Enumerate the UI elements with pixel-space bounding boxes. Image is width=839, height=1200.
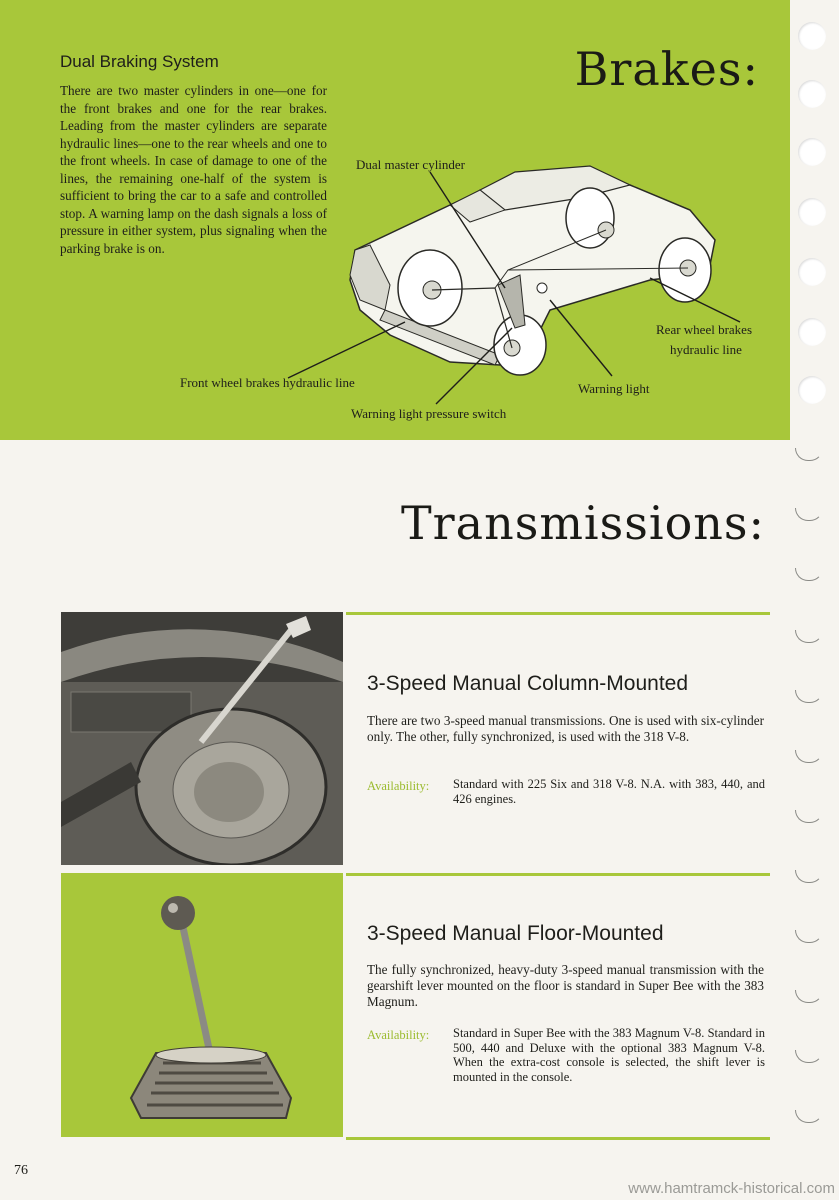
binder-notch — [795, 568, 823, 581]
binder-notch — [795, 508, 823, 521]
availability-text-floor-mounted: Standard in Super Bee with the 383 Magnum V-8. Standard in 500, 440 and Deluxe with the optional 383 Magnum V-8. When the extra-cost console is selected, the shift lever is mounted in the console. — [453, 1026, 765, 1084]
binder-holes — [789, 0, 839, 1200]
binder-hole — [798, 198, 826, 226]
availability-text-column-mounted: Standard with 225 Six and 318 V-8. N.A. with 383, 440, and 426 engines. — [453, 777, 765, 806]
watermark: www.hamtramck-historical.com — [628, 1180, 835, 1197]
binder-hole — [798, 318, 826, 346]
brakes-subtitle: Dual Braking System — [60, 52, 219, 71]
binder-notch — [795, 690, 823, 703]
binder-notch — [795, 810, 823, 823]
callout-rear-brakes-line-2: hydraulic line — [670, 342, 742, 357]
callout-dual-master-cylinder: Dual master cylinder — [356, 157, 466, 172]
binder-notch — [795, 750, 823, 763]
brakes-title: Brakes: — [574, 42, 759, 96]
binder-hole — [798, 258, 826, 286]
availability-label: Availability: — [367, 779, 430, 793]
availability-label: Availability: — [367, 1028, 430, 1042]
binder-notch — [795, 1110, 823, 1123]
callout-front-brakes-line: Front wheel brakes hydraulic line — [180, 375, 355, 390]
callout-leaders — [0, 0, 790, 440]
callout-rear-brakes-line-1: Rear wheel brakes — [656, 322, 753, 337]
binder-hole — [798, 376, 826, 404]
binder-notch — [795, 870, 823, 883]
column-shifter-photo — [61, 612, 343, 865]
section-heading-floor-mounted: 3-Speed Manual Floor-Mounted — [367, 922, 664, 945]
binder-hole — [798, 22, 826, 50]
section-body-column-mounted: There are two 3-speed manual transmissions. One is used with six-cylinder only. The other, fully synchronized, is used with the 318 V-8. — [367, 713, 764, 744]
transmissions-title: Transmissions: — [400, 496, 765, 550]
floor-shifter-photo — [61, 873, 343, 1137]
section-rule — [346, 1137, 770, 1140]
section-heading-column-mounted: 3-Speed Manual Column-Mounted — [367, 672, 689, 695]
section-body-floor-mounted: The fully synchronized, heavy-duty 3-speed manual transmission with the gearshift lever mounted on the floor is standard in Super Bee with the 383 Magnum. — [367, 962, 764, 1009]
binder-notch — [795, 448, 823, 461]
binder-hole — [798, 80, 826, 108]
section-rule — [346, 612, 770, 615]
binder-notch — [795, 1050, 823, 1063]
binder-notch — [795, 630, 823, 643]
binder-notch — [795, 930, 823, 943]
binder-notch — [795, 990, 823, 1003]
binder-hole — [798, 138, 826, 166]
callout-pressure-switch: Warning light pressure switch — [351, 406, 507, 421]
page-number: 76 — [14, 1163, 28, 1178]
brakes-description: There are two master cylinders in one—one for the front brakes and one for the rear brakes. Leading from the master cylinders are separate hydraulic lines—one to the rear wheels and one to the front wheels. In case of damage to one of the lines, the remaining one-half of the system is sufficient to bring the car to a safe and controlled stop. A warning lamp on the dash signals a loss of pressure in either system, plus signaling when the parking brake is on. — [60, 83, 327, 256]
callout-warning-light: Warning light — [578, 381, 650, 396]
section-rule — [346, 873, 770, 876]
